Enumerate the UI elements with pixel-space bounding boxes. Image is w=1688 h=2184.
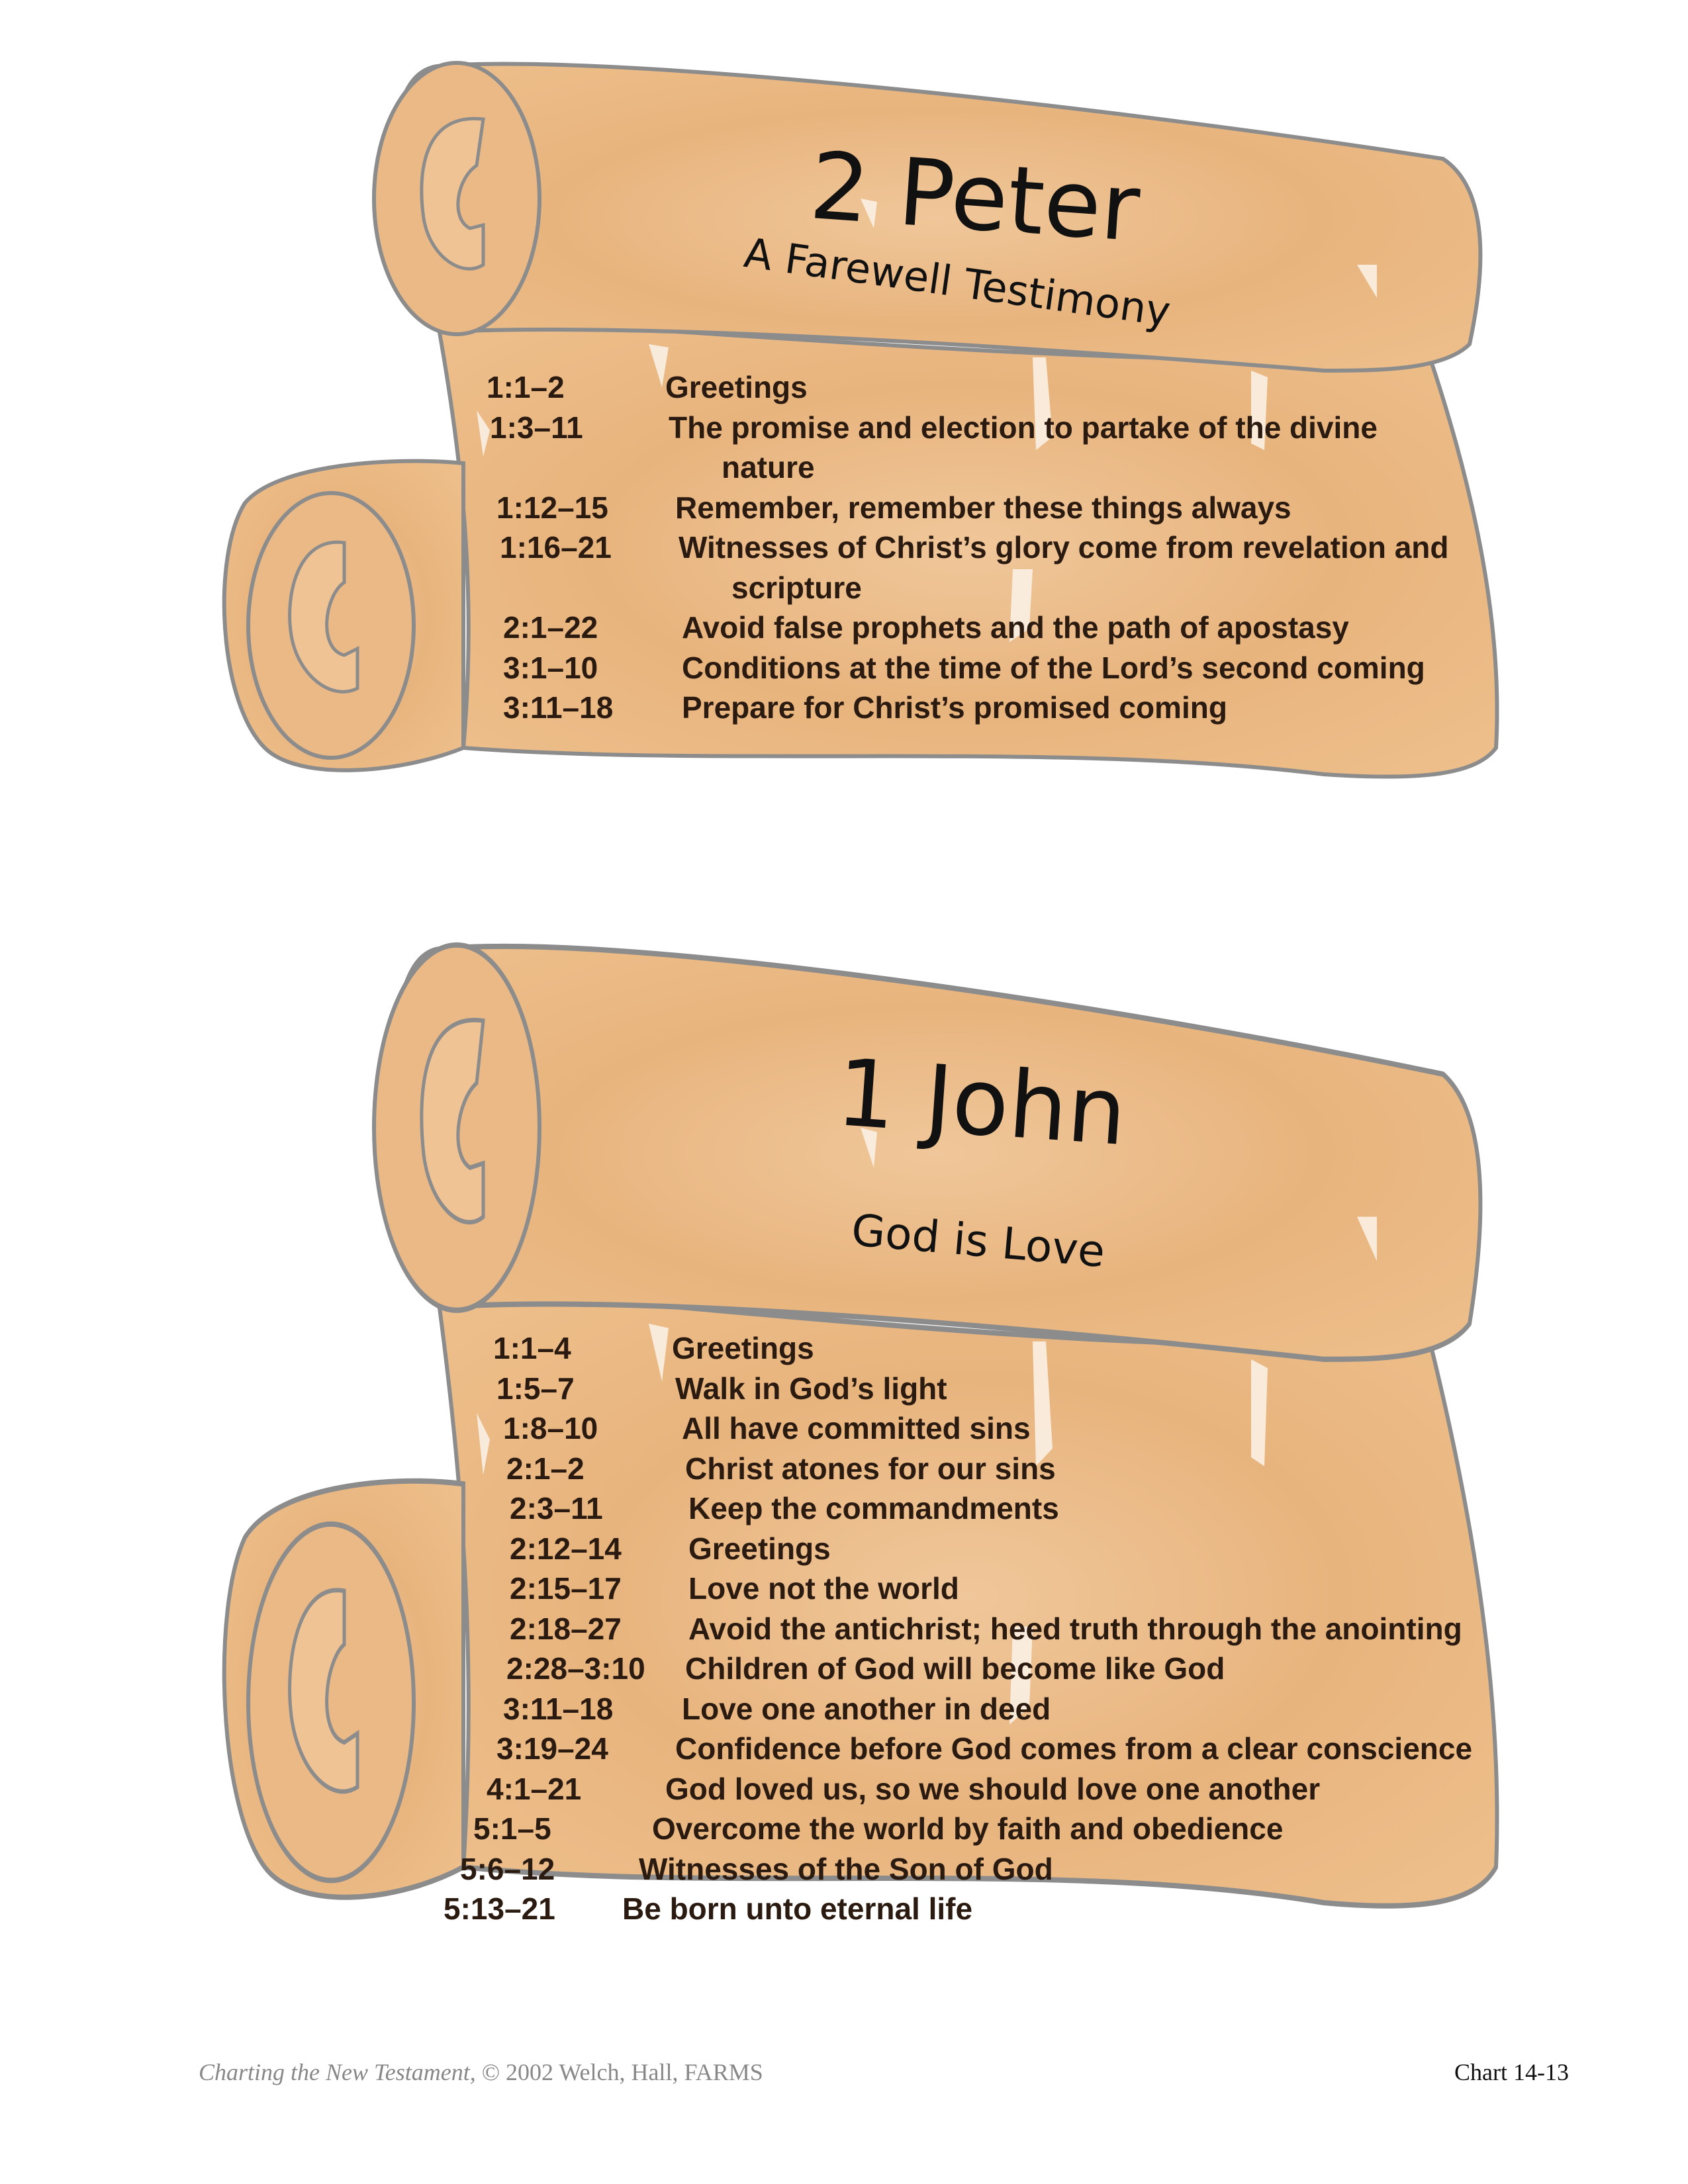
scroll-subtitle: God is Love	[849, 1205, 1107, 1278]
footer-source	[199, 2058, 763, 2086]
passage-reference: 2:18–27	[510, 1611, 622, 1646]
passage-description: Conditions at the time of the Lord’s second coming	[682, 650, 1425, 685]
passage-reference: 1:16–21	[500, 530, 612, 565]
passage-description: Remember, remember these things always	[675, 490, 1291, 525]
passage-description: Greetings	[688, 1531, 831, 1566]
passage-reference: 1:5–7	[496, 1371, 575, 1406]
passage-reference: 3:11–18	[503, 1691, 614, 1726]
footer-source-title: Charting the New Testament,	[199, 2059, 476, 2085]
passage-reference: 2:1–22	[503, 610, 598, 645]
passage-description: Confidence before God comes from a clear conscience	[675, 1731, 1473, 1766]
passage-reference: 1:1–2	[487, 370, 565, 404]
passage-description: Children of God will become like God	[685, 1651, 1225, 1686]
scroll-title: 2 Peter	[806, 132, 1143, 263]
passage-description: The promise and election to partake of the divine	[669, 410, 1378, 445]
passage-description-continued: scripture	[731, 570, 862, 605]
passage-reference: 2:28–3:10	[506, 1651, 645, 1686]
footer-copyright: © 2002 Welch, Hall, FARMS	[481, 2059, 763, 2085]
passage-description: Greetings	[672, 1331, 814, 1365]
passage-description: All have committed sins	[682, 1411, 1031, 1445]
passage-reference: 2:15–17	[510, 1571, 622, 1606]
passage-description: Christ atones for our sins	[685, 1451, 1056, 1486]
passage-description-continued: nature	[722, 450, 815, 484]
passage-description: Prepare for Christ’s promised coming	[682, 690, 1227, 725]
passage-reference: 3:19–24	[496, 1731, 608, 1766]
passage-description: Witnesses of the Son of God	[639, 1851, 1053, 1886]
passage-description: Avoid false prophets and the path of apostasy	[682, 610, 1349, 645]
passage-reference: 2:3–11	[510, 1491, 603, 1525]
chart-number: Chart 14-13	[1454, 2059, 1569, 2085]
passage-description: Love one another in deed	[682, 1691, 1051, 1726]
passage-reference: 1:8–10	[503, 1411, 598, 1445]
passage-reference: 1:1–4	[493, 1331, 571, 1365]
passage-description: Avoid the antichrist; heed truth through the anointing	[688, 1611, 1462, 1646]
scroll-subtitle: A Farewell Testimony	[741, 228, 1174, 336]
scroll-title: 1 John	[833, 1039, 1130, 1167]
passage-reference: 5:1–5	[473, 1811, 551, 1846]
passage-description: Walk in God’s light	[675, 1371, 947, 1406]
passage-description: Be born unto eternal life	[622, 1891, 973, 1926]
passage-description: Greetings	[665, 370, 808, 404]
passage-reference: 2:12–14	[510, 1531, 622, 1566]
passage-reference: 3:11–18	[503, 690, 614, 725]
passage-reference: 5:6–12	[460, 1851, 555, 1886]
passage-description: God loved us, so we should love one another	[665, 1771, 1321, 1806]
passage-reference: 1:12–15	[496, 490, 608, 525]
passage-reference: 2:1–2	[506, 1451, 585, 1486]
passage-description: Love not the world	[688, 1571, 959, 1606]
passage-description: Keep the commandments	[688, 1491, 1059, 1525]
passage-description: Overcome the world by faith and obedience	[652, 1811, 1284, 1846]
passage-reference: 5:13–21	[444, 1891, 555, 1926]
passage-reference: 4:1–21	[487, 1771, 582, 1806]
passage-description: Witnesses of Christ’s glory come from revelation and	[679, 530, 1449, 565]
passage-reference: 3:1–10	[503, 650, 598, 685]
passage-reference: 1:3–11	[490, 410, 583, 445]
